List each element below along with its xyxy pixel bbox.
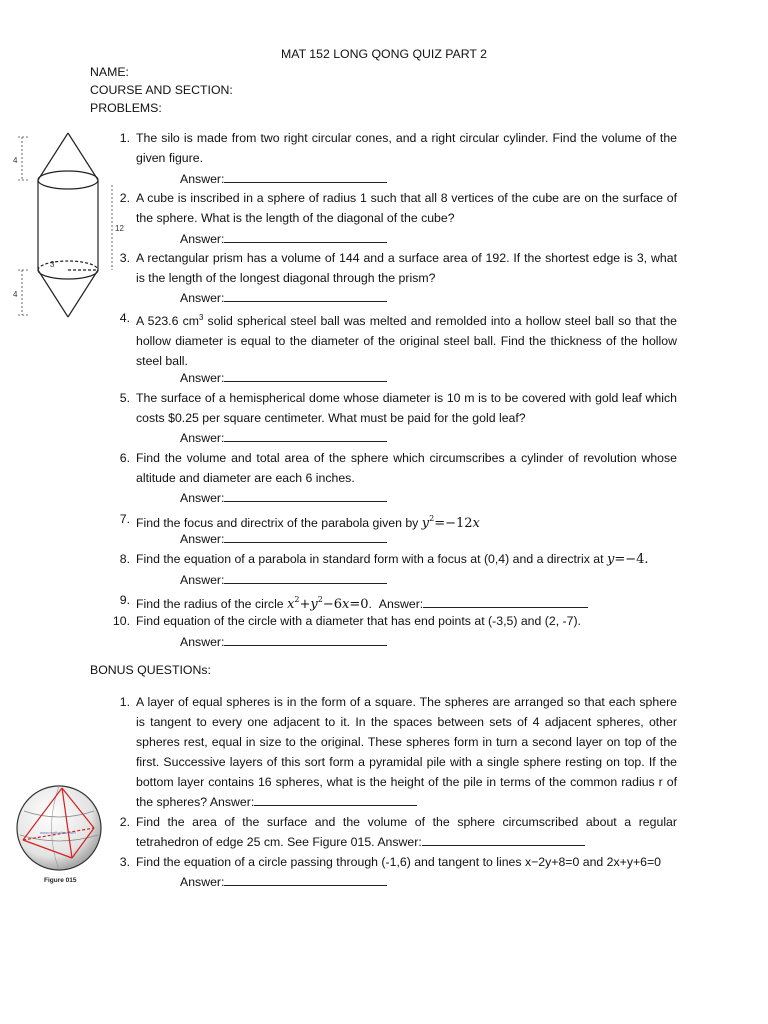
answer-line-1[interactable] (180, 170, 387, 186)
answer-label: Answer: (209, 795, 255, 809)
problem-2 (112, 188, 677, 228)
answer-label: Answer: (180, 573, 225, 587)
answer-blank[interactable] (224, 530, 387, 543)
problem-number: 3. (119, 251, 130, 265)
problem-number: 6. (119, 451, 130, 465)
answer-blank[interactable] (224, 873, 387, 886)
equation: y=−4. (606, 552, 649, 567)
equation: $x^2+y^2-6x=0$ (287, 595, 369, 612)
answer-label: Answer: (180, 232, 225, 246)
problem-4 (112, 308, 677, 371)
answer-blank[interactable] (224, 289, 387, 302)
problem-1 (112, 128, 677, 168)
problem-text: Find the radius of the circle $x^2+y^2-6x=0$. Answer: (136, 590, 677, 615)
problem-text: Find the volume and total area of the sphere which circumscribes a cylinder of revolution whose altitude and diameter are each 6 inches. (136, 451, 677, 485)
problem-5 (112, 388, 677, 428)
problem-text: A cube is inscribed in a sphere of radius 1 such that all 8 vertices of the cube are on the surface of the sphere. What is the length of the diagonal of the cube? (136, 191, 677, 225)
answer-label: Answer: (180, 431, 225, 445)
quiz-title: MAT 152 LONG QONG QUIZ PART 2 (281, 47, 487, 61)
problems-heading: PROBLEMS: (90, 101, 162, 115)
answer-blank[interactable] (224, 429, 387, 442)
answer-label: Answer: (180, 172, 225, 186)
answer-blank[interactable] (254, 793, 417, 806)
answer-blank[interactable] (224, 571, 387, 584)
answer-line-8[interactable] (180, 571, 387, 587)
answer-blank[interactable] (224, 633, 387, 646)
problem-number: 4. (119, 311, 130, 325)
sphere-tetrahedron-figure (14, 783, 104, 887)
problem-number: 10. (112, 614, 130, 628)
silo-label-mid: 12 (115, 224, 124, 233)
answer-label: Answer: (378, 597, 424, 611)
answer-blank[interactable] (423, 595, 588, 608)
equation: $y^2=-12x$ (421, 514, 480, 531)
bonus-number: 2. (119, 815, 130, 829)
answer-label: Answer: (180, 875, 225, 889)
problem-number: 9. (119, 593, 130, 607)
problem-text: Find equation of the circle with a diameter that has end points at (-3,5) and (2, -7). (136, 614, 581, 628)
answer-line-bonus-3[interactable] (180, 873, 387, 889)
answer-label: Answer: (377, 835, 422, 849)
problem-3 (112, 248, 677, 288)
figure-watermark: www.mathalino.com (40, 830, 76, 835)
answer-blank[interactable] (422, 833, 585, 846)
answer-line-3[interactable] (180, 289, 387, 305)
problem-text: The surface of a hemispherical dome whose diameter is 10 m is to be covered with gold leaf which costs $0.25 per square centimeter. What must be paid for the gold leaf? (136, 391, 677, 425)
answer-blank[interactable] (224, 230, 387, 243)
answer-line-6[interactable] (180, 489, 387, 505)
bonus-number: 1. (119, 695, 130, 709)
bonus-3 (112, 852, 677, 872)
answer-label: Answer: (180, 635, 225, 649)
answer-line-4[interactable] (180, 369, 387, 385)
problem-text: Find the focus and directrix of the parabola given by $y^2=-12x$ (136, 514, 480, 531)
problem-number: 1. (119, 131, 130, 145)
problem-10 (112, 611, 677, 631)
bonus-text: A layer of equal spheres is in the form of a square. The spheres are arranged so that each sphere is tangent to every one adjacent to it. In the spaces between sets of 4 adjacent spheres, other spheres rest, equal in size to the original. These spheres form in turn a second layer on top of the first. Successive layers of this sort form a pyramidal pile with a single sphere resting on top. If the bottom layer contains 16 spheres, what is the height of the pile in terms of the common radius r of the spheres? Answer: (136, 695, 677, 809)
problem-8 (112, 549, 677, 570)
answer-label: Answer: (180, 291, 225, 305)
answer-line-7[interactable] (180, 530, 387, 546)
answer-line-5[interactable] (180, 429, 387, 445)
bonus-text: Find the equation of a circle passing through (-1,6) and tangent to lines x−2y+8=0 and 2x+y+6=0 (136, 855, 662, 869)
answer-blank[interactable] (224, 489, 387, 502)
problem-text: Find the equation of a parabola in standard form with a focus at (0,4) and a directrix at y=−4. (136, 552, 649, 567)
problem-number: 7. (119, 512, 130, 526)
bonus-1 (112, 692, 677, 812)
answer-blank[interactable] (224, 369, 387, 382)
bonus-2 (112, 812, 677, 852)
problem-6 (112, 448, 677, 488)
problem-number: 2. (119, 191, 130, 205)
problem-text: A 523.6 $cm^3$ solid spherical steel ball was melted and remolded into a hollow steel ball so that the hollow diameter is equal to the diameter of the original steel ball. Find the thickness of the hollow steel ball. (136, 313, 677, 369)
answer-label: Answer: (180, 491, 225, 505)
answer-label: Answer: (180, 371, 225, 385)
problem-number: 5. (119, 391, 130, 405)
problem-text: The silo is made from two right circular cones, and a right circular cylinder. Find the volume of the given figure. (136, 131, 677, 165)
bonus-heading: BONUS QUESTIONs: (90, 663, 211, 677)
bonus-text: Find the area of the surface and the volume of the sphere circumscribed about a regular tetrahedron of edge 25 cm. See Figure 015. Answer: (136, 815, 677, 849)
answer-line-10[interactable] (180, 633, 387, 649)
bonus-number: 3. (119, 855, 130, 869)
problem-text: A rectangular prism has a volume of 144 and a surface area of 192. If the shortest edge is 3, what is the length of the longest diagonal through the prism? (136, 251, 677, 285)
answer-blank[interactable] (224, 170, 387, 183)
name-label: NAME: (90, 65, 129, 79)
problem-number: 8. (119, 552, 130, 566)
answer-label: Answer: (180, 532, 225, 546)
silo-figure (8, 130, 124, 326)
silo-label-radius: 3 (50, 260, 55, 269)
figure-caption: Figure 015 (44, 877, 77, 884)
silo-label-bottom: 4 (13, 290, 18, 299)
answer-line-2[interactable] (180, 230, 387, 246)
course-section-label: COURSE AND SECTION: (90, 83, 233, 97)
silo-label-top: 4 (13, 156, 18, 165)
